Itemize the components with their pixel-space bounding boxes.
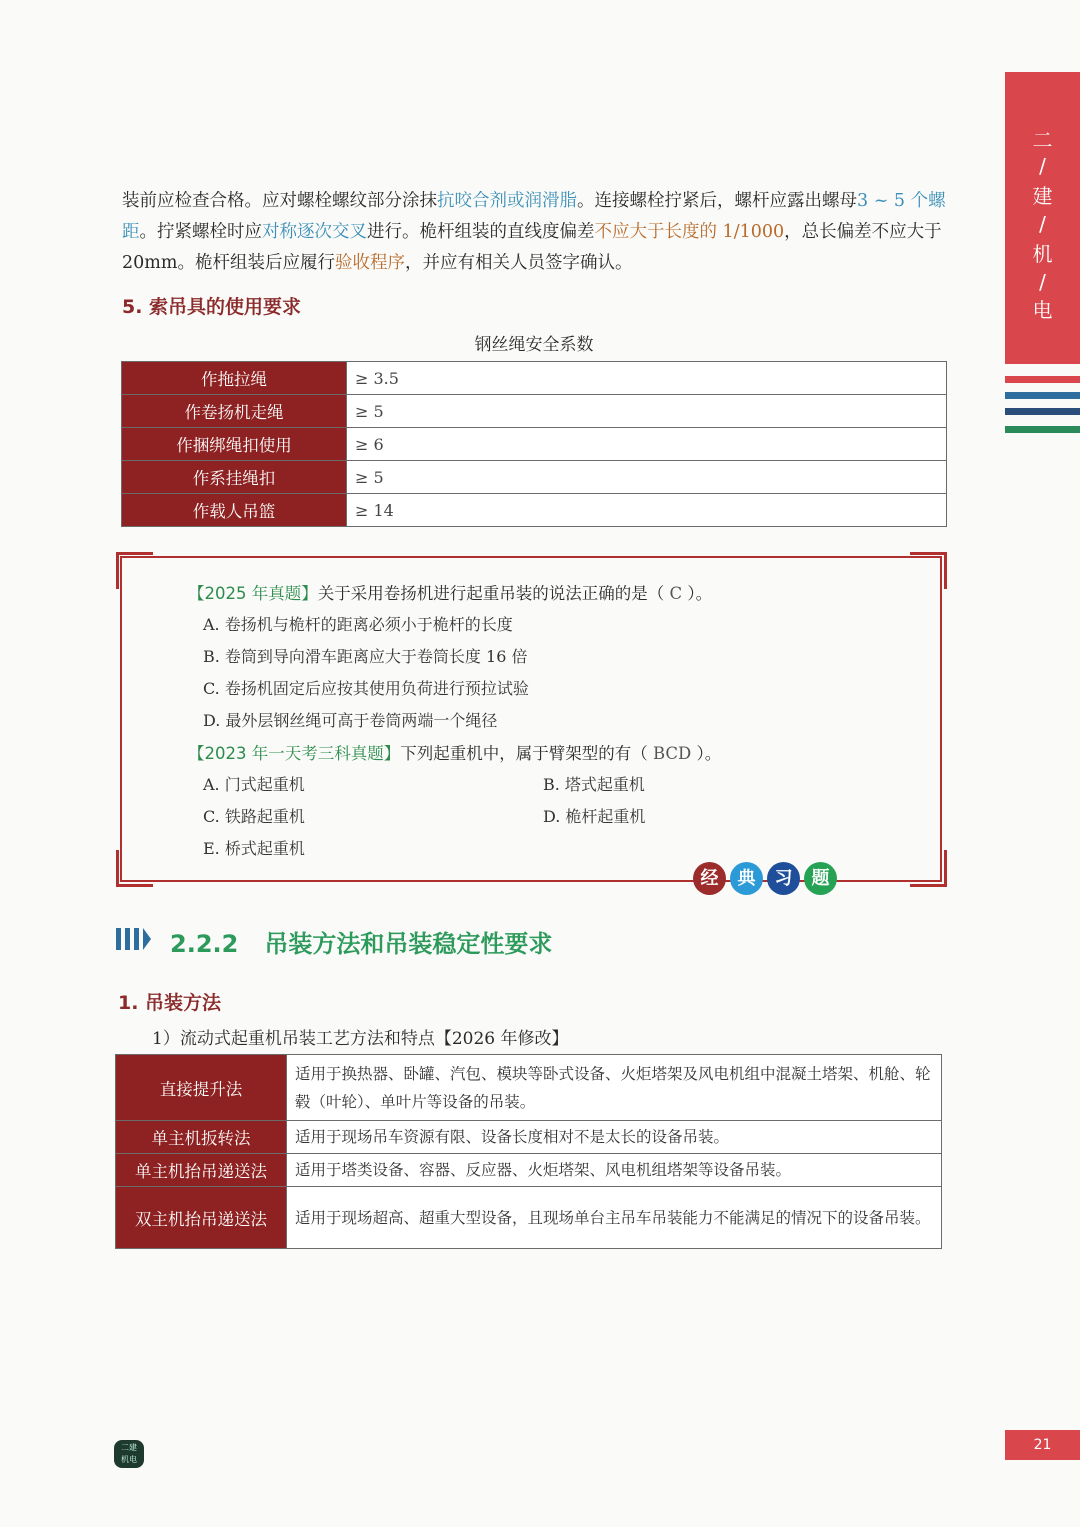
rope-use-cell: 作卷扬机走绳 — [122, 395, 347, 428]
intro-highlight: 不应大于长度的 1/1000 — [594, 222, 785, 242]
table-row — [116, 1121, 942, 1154]
method-desc-cell: 适用于现场超高、超重大型设备，且现场单台主吊车吊装能力不能满足的情况下的设备吊装。 — [287, 1187, 942, 1249]
intro-paragraph — [122, 186, 952, 279]
rope-factor-cell: ≥ 14 — [347, 494, 947, 527]
side-tab-char: / — [1039, 270, 1046, 294]
option: A. 门式起重机 — [203, 775, 305, 794]
section-title: 吊装方法和吊装稳定性要求 — [264, 930, 553, 958]
rope-factor-cell: ≥ 6 — [347, 428, 947, 461]
side-chapter-tab — [1005, 72, 1080, 364]
option: C. 铁路起重机 — [203, 807, 305, 826]
table-row — [122, 461, 947, 494]
question-text: ）。 — [687, 584, 713, 603]
rope-use-cell: 作系挂绳扣 — [122, 461, 347, 494]
frame-corner-ornament — [116, 850, 153, 887]
option: C. 卷扬机固定后应按其使用负荷进行预拉试验 — [203, 679, 529, 698]
badge-char: 题 — [804, 862, 837, 895]
method-desc-cell: 适用于现场吊车资源有限、设备长度相对不是太长的设备吊装。 — [287, 1121, 942, 1154]
logo-text: 二建 — [121, 1443, 137, 1452]
method-name-cell: 单主机抬吊递送法 — [116, 1154, 287, 1187]
option: D. 最外层钢丝绳可高于卷筒两端一个绳径 — [203, 711, 498, 730]
section-number: 2.2.2 — [170, 930, 239, 958]
section-5-heading: 5. 索吊具的使用要求 — [122, 296, 302, 318]
rope-use-cell: 作捆绑绳扣使用 — [122, 428, 347, 461]
answer: C — [669, 584, 683, 603]
answer: BCD — [653, 744, 692, 763]
option: B. 卷筒到导向滑车距离应大于卷筒长度 16 倍 — [203, 647, 528, 666]
method-heading: 1. 吊装方法 — [118, 992, 222, 1014]
rope-table-caption: 钢丝绳安全系数 — [474, 335, 594, 355]
side-tab-char: 机 — [1032, 242, 1053, 266]
side-tab-char: / — [1039, 154, 1046, 178]
frame-corner-ornament — [910, 552, 947, 589]
badge-char: 习 — [767, 862, 800, 895]
rope-factor-cell: ≥ 5 — [347, 395, 947, 428]
rope-use-cell: 作拖拉绳 — [122, 362, 347, 395]
brand-logo — [114, 1440, 144, 1468]
method-desc-cell: 适用于塔类设备、容器、反应器、火炬塔架、风电机组塔架等设备吊装。 — [287, 1154, 942, 1187]
method-name-cell: 单主机扳转法 — [116, 1121, 287, 1154]
intro-text: 进行。桅杆组装的直线度偏差 — [367, 222, 595, 242]
side-tab-char: 电 — [1032, 298, 1053, 322]
question-text: 关于采用卷扬机进行起重吊装的说法正确的是（ — [317, 584, 665, 603]
logo-text: 机电 — [121, 1455, 137, 1464]
side-stripe-navy — [1005, 408, 1080, 415]
rope-factor-cell: ≥ 3.5 — [347, 362, 947, 395]
option: D. 桅杆起重机 — [543, 807, 646, 826]
rope-safety-table — [121, 361, 947, 527]
method-table — [115, 1054, 942, 1249]
frame-corner-ornament — [116, 552, 153, 589]
side-tab-char: / — [1039, 212, 1046, 236]
question-tag: 【2025 年真题】 — [188, 584, 318, 603]
side-stripe-blue — [1005, 392, 1080, 399]
rope-factor-cell: ≥ 5 — [347, 461, 947, 494]
frame-corner-ornament — [910, 850, 947, 887]
option: A. 卷扬机与桅杆的距离必须小于桅杆的长度 — [203, 615, 513, 634]
method-desc-cell: 适用于换热器、卧罐、汽包、模块等卧式设备、火炬塔架及风电机组中混凝土塔架、机舱、轮毂（叶轮）、单叶片等设备的吊装。 — [287, 1055, 942, 1121]
question-2-stem — [188, 740, 721, 764]
table-row — [122, 362, 947, 395]
rope-use-cell: 作载人吊篮 — [122, 494, 347, 527]
table-row — [122, 494, 947, 527]
badge-char: 典 — [730, 862, 763, 895]
option: E. 桥式起重机 — [203, 839, 305, 858]
side-stripe-green — [1005, 426, 1080, 433]
section-bars-icon — [116, 928, 155, 954]
intro-text: 。拧紧螺栓时应 — [139, 222, 262, 242]
intro-text: ，并应有相关人员签字确认。 — [404, 253, 633, 273]
page-number: 21 — [1005, 1430, 1080, 1460]
intro-text: ，总长偏差不应大于 20mm。桅杆组装后应履行 — [122, 222, 942, 273]
table-row — [116, 1187, 942, 1249]
table-row — [122, 395, 947, 428]
question-1-stem — [188, 580, 712, 604]
intro-highlight: 验收程序 — [334, 253, 405, 273]
table-row — [116, 1154, 942, 1187]
section-heading — [170, 924, 552, 959]
badge-char: 经 — [693, 862, 726, 895]
method-name-cell: 直接提升法 — [116, 1055, 287, 1121]
side-tab-char: 建 — [1032, 184, 1053, 208]
side-tab-char: 二 — [1032, 128, 1053, 152]
intro-highlight: 对称逐次交叉 — [262, 222, 367, 242]
table-row — [116, 1055, 942, 1121]
table-row — [122, 428, 947, 461]
option: B. 塔式起重机 — [543, 775, 645, 794]
side-stripe-red — [1005, 376, 1080, 383]
method-name-cell: 双主机抬吊递送法 — [116, 1187, 287, 1249]
method-subheading: 1）流动式起重机吊装工艺方法和特点【2026 年修改】 — [152, 1029, 569, 1049]
intro-text: 装前应检查合格。应对螺栓螺纹部分涂抹 — [122, 191, 437, 211]
question-text: ）。 — [696, 744, 722, 763]
question-tag: 【2023 年一天考三科真题】 — [188, 744, 401, 763]
intro-highlight: 抗咬合剂或润滑脂 — [437, 191, 577, 211]
intro-highlight: 3 ~ 5 个螺距 — [122, 191, 946, 242]
question-text: 下列起重机中，属于臂架型的有（ — [400, 744, 648, 763]
intro-text: 。连接螺栓拧紧后，螺杆应露出螺母 — [577, 191, 857, 211]
